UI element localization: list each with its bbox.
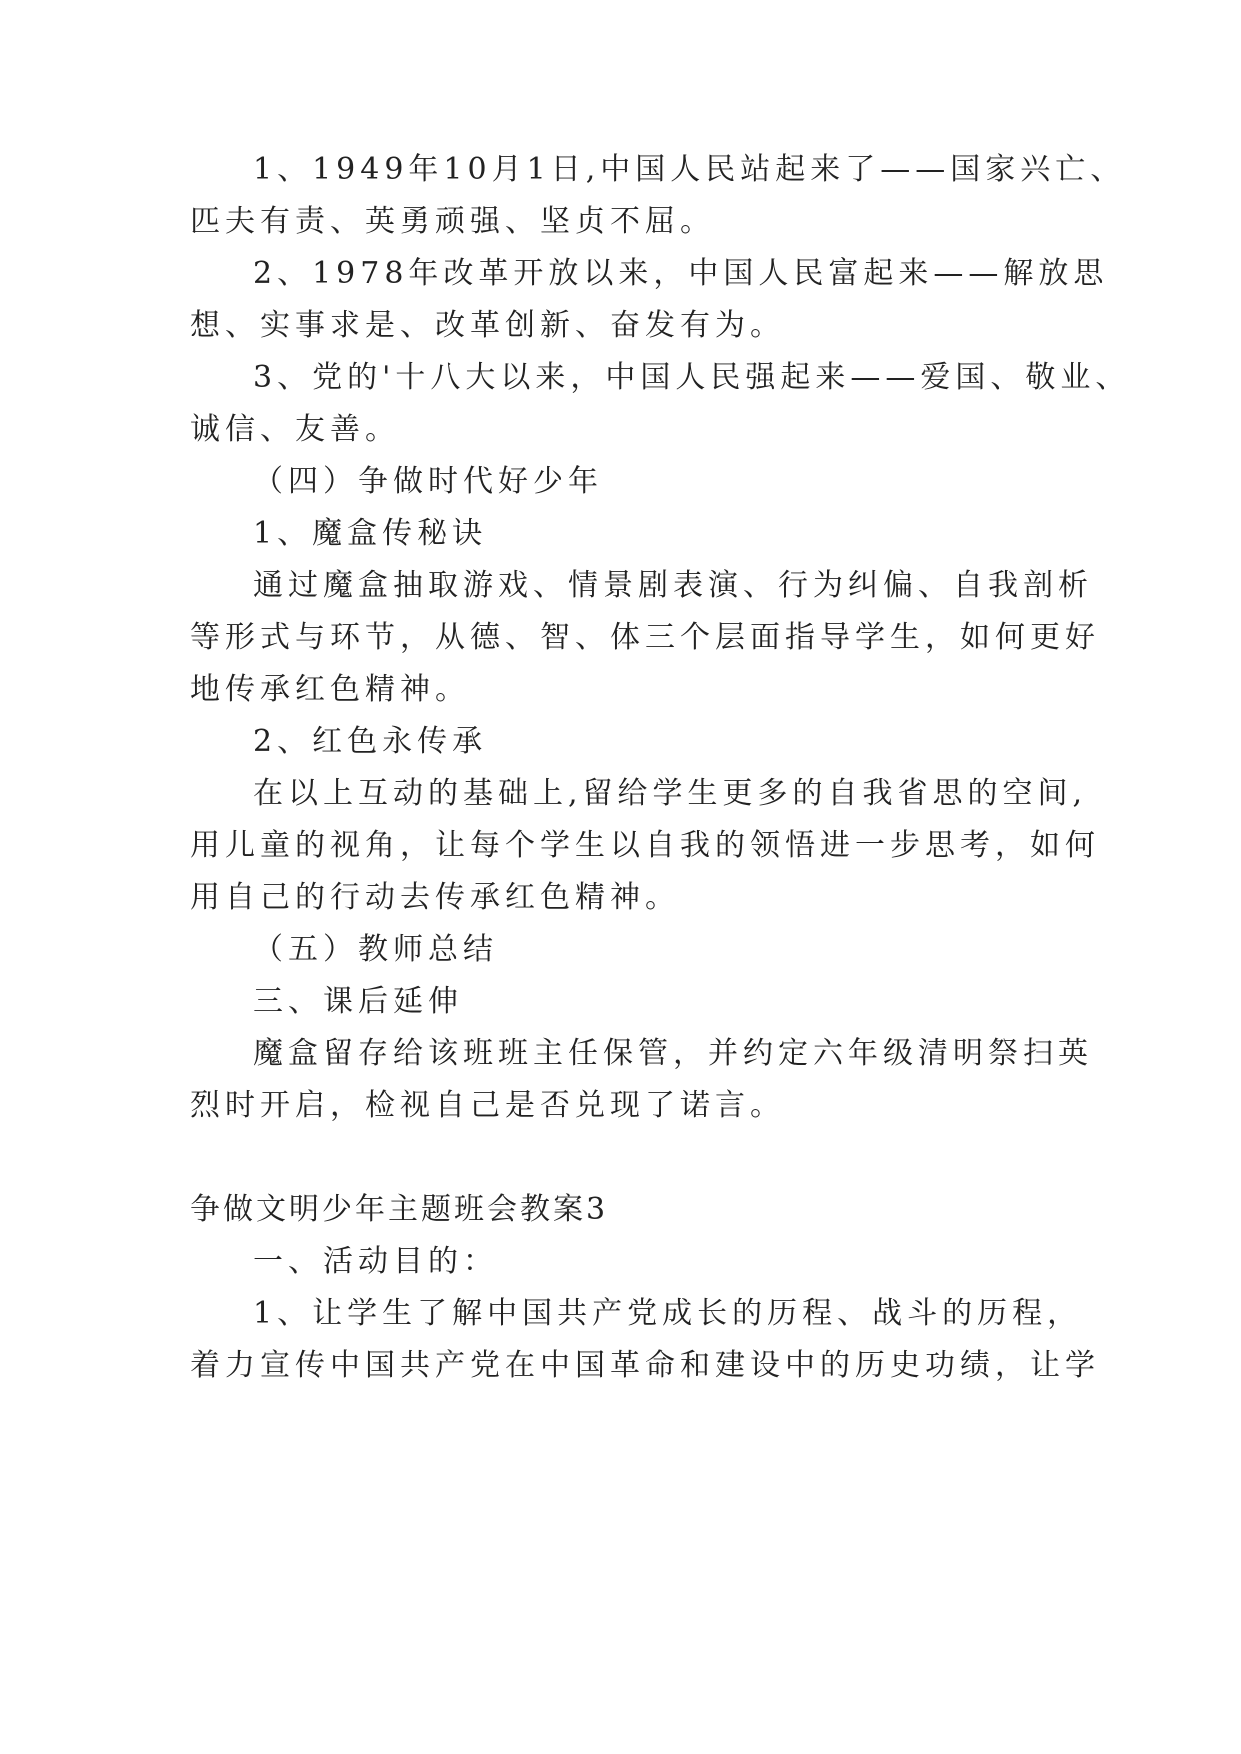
paragraph-line: 匹夫有责、英勇顽强、坚贞不屈。 xyxy=(190,204,715,239)
section-heading: 一、活动目的： xyxy=(253,1244,498,1279)
paragraph-line: 想、实事求是、改革创新、奋发有为。 xyxy=(190,308,785,343)
paragraph-line: 魔盒留存给该班班主任保管，并约定六年级清明祭扫英 xyxy=(253,1036,1093,1071)
paragraph-line: 地传承红色精神。 xyxy=(190,672,470,707)
subsection-heading: 2、红色永传承 xyxy=(253,724,488,759)
section-heading: （四）争做时代好少年 xyxy=(253,464,603,499)
paragraph-line: 3、党的'十八大以来，中国人民强起来——爱国、敬业、 xyxy=(253,360,1131,395)
document-title: 争做文明少年主题班会教案3 xyxy=(190,1192,609,1227)
section-heading: 三、课后延伸 xyxy=(253,984,463,1019)
paragraph-line: 用儿童的视角，让每个学生以自我的领悟进一步思考，如何 xyxy=(190,828,1100,863)
paragraph-line: 1、1949年10月1日,中国人民站起来了——国家兴亡、 xyxy=(253,152,1126,187)
paragraph-line: 1、让学生了解中国共产党成长的历程、战斗的历程， xyxy=(253,1296,1083,1331)
paragraph-line: 等形式与环节，从德、智、体三个层面指导学生，如何更好 xyxy=(190,620,1100,655)
paragraph-line: 用自己的行动去传承红色精神。 xyxy=(190,880,680,915)
section-heading: （五）教师总结 xyxy=(253,932,498,967)
paragraph-line: 在以上互动的基础上,留给学生更多的自我省思的空间, xyxy=(253,776,1088,811)
paragraph-line: 2、1978年改革开放以来，中国人民富起来——解放思 xyxy=(253,256,1109,291)
paragraph-line: 烈时开启，检视自己是否兑现了诺言。 xyxy=(190,1088,785,1123)
paragraph-line: 通过魔盒抽取游戏、情景剧表演、行为纠偏、自我剖析 xyxy=(253,568,1093,603)
paragraph-line: 诚信、友善。 xyxy=(190,412,400,447)
subsection-heading: 1、魔盒传秘诀 xyxy=(253,516,488,551)
paragraph-line: 着力宣传中国共产党在中国革命和建设中的历史功绩，让学 xyxy=(190,1348,1100,1383)
